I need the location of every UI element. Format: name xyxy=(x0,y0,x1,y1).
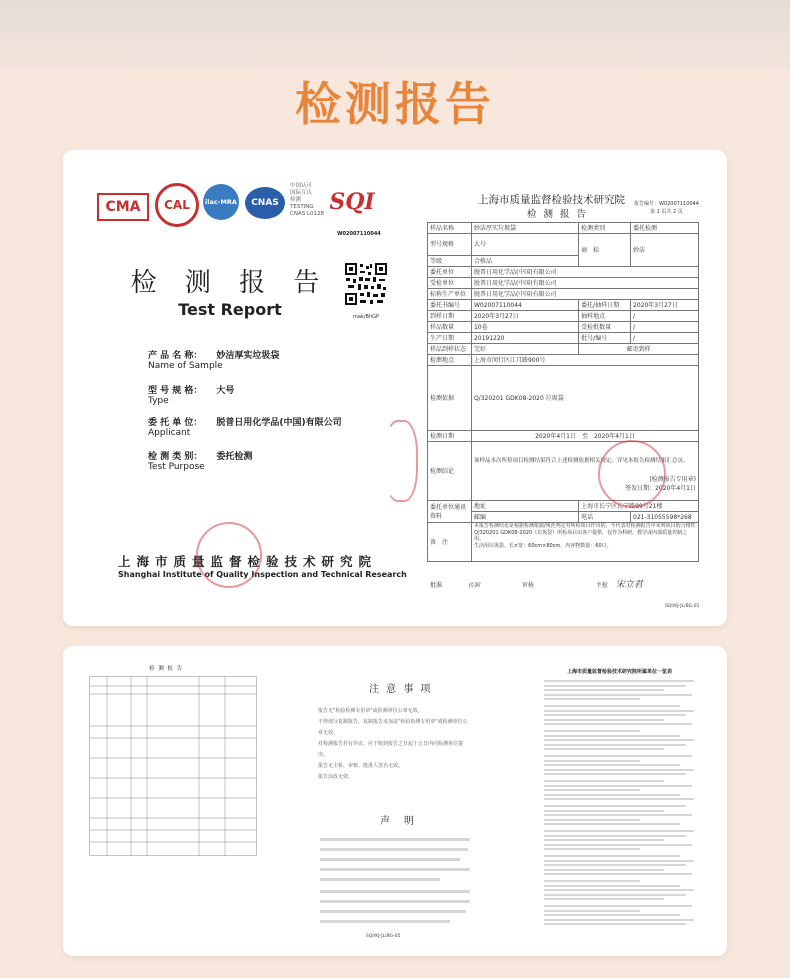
table-row: 型号规格 大号 商 标 妙洁 xyxy=(428,234,699,256)
report-page-count: 第 1 页共 2 页 xyxy=(650,209,683,215)
units-title: 上海市质量监督检验技术研究院所属单位一览表 xyxy=(567,669,673,675)
text-line xyxy=(544,748,664,750)
text-line xyxy=(544,694,692,696)
text-line xyxy=(544,744,686,746)
table-row: 检测日期 2020年4月1日 至 2020年4月1日 xyxy=(428,431,699,442)
text-line xyxy=(544,735,680,737)
text-line xyxy=(544,844,692,846)
text-line xyxy=(544,835,686,837)
qr-caption: mak/BhGP xyxy=(353,314,380,320)
text-line xyxy=(544,830,694,832)
text-line xyxy=(544,805,686,807)
text-line xyxy=(544,810,664,812)
cover-report-number: W02007110044 xyxy=(337,231,381,237)
text-line xyxy=(544,889,694,891)
report-signatures: 批准 仇颖 审核 主检 宋立君 xyxy=(430,580,643,590)
cover-institute-cn: 上海市质量监督检验技术研究院 xyxy=(118,554,378,569)
table-row: 样品名称 妙洁厚实垃圾袋 检测类别 委托检测 xyxy=(428,223,699,234)
text-line xyxy=(544,739,694,741)
text-line xyxy=(544,914,680,916)
cover-red-seal xyxy=(196,522,262,588)
text-line xyxy=(544,714,686,716)
text-line xyxy=(544,864,686,866)
notice-title: 注 意 事 项 xyxy=(369,684,433,695)
notice-list: 报告无"检验检测专用章"或检测单位公章无效。 不得部分复制报告，复制报告未加盖"检验检测专用章"或检测单位公章无效。 对检测报告若有异议，应于收到报告之日起十五日内向检测单位提出。 报告无主检、审核、批准人签名无效。 报告涂改无效。 xyxy=(318,708,468,780)
text-line xyxy=(544,873,692,875)
text-line xyxy=(544,794,680,796)
text-line xyxy=(544,769,694,771)
table-row: 到样日期 2020年3月27日 抽样地点 / xyxy=(428,311,699,322)
table-row: 检测地点 上海市闵行区江月路900号 xyxy=(428,355,699,366)
report-institute: 上海市质量监督检验技术研究院 xyxy=(478,194,625,206)
statement-title: 声 明 xyxy=(380,816,416,827)
qr-code xyxy=(344,262,388,306)
text-line xyxy=(544,789,640,791)
text-line xyxy=(544,698,640,700)
text-line xyxy=(544,689,664,691)
text-line xyxy=(544,880,640,882)
cma-logo: CMA xyxy=(97,193,149,221)
report-footer-code: SQI/KJ-JL/BG-01 xyxy=(665,604,700,609)
text-line xyxy=(544,798,694,800)
text-line xyxy=(544,705,680,707)
cover-subtitle: Test Report xyxy=(178,300,282,319)
text-line xyxy=(544,848,640,850)
text-line xyxy=(544,730,640,732)
cover-title: 检 测 报 告 xyxy=(130,268,330,298)
text-line xyxy=(544,905,692,907)
table-row: 生产日期 20191220 批号/编号 / xyxy=(428,333,699,344)
table-row: 样品数量 10卷 受检批数量 / xyxy=(428,322,699,333)
text-line xyxy=(544,898,664,900)
text-line xyxy=(544,773,686,775)
field-applicant: 委 托 单 位： 脱普日用化学品(中国)有限公司 Applicant xyxy=(148,418,342,438)
text-line xyxy=(544,923,686,925)
table-row: 标称生产单位 脱普日用化学品(中国)有限公司 xyxy=(428,289,699,300)
cal-logo: CAL xyxy=(155,183,199,227)
text-line xyxy=(544,710,694,712)
table-row: 样品到样状态 完好 邮寄到样 xyxy=(428,344,699,355)
bottom-page2-footer: SQI/KJ-JL/BG-05 xyxy=(366,934,401,939)
table-row: 检测依据 Q/320201 GDK08-2020 垃圾袋 xyxy=(428,366,699,431)
text-line xyxy=(544,823,680,825)
cover-edge-seal xyxy=(384,420,418,502)
text-line xyxy=(544,869,664,871)
ilac-mra-logo: ilac-MRA xyxy=(203,184,239,220)
bottom-page1-title: 检 测 报 告 xyxy=(149,666,184,672)
text-line xyxy=(544,685,686,687)
text-line xyxy=(544,780,664,782)
table-row: 邮编 电话 021-31055598*268 xyxy=(428,512,699,523)
results-table-graphic xyxy=(89,676,257,856)
table-row: 备 注 本报告检测结论是根据检测依据/规范判定对所检项目作出的，不代表对检测报告中未列项目的合格性 Q/320201 GDK08-2020《垃圾袋》所检项目由客户提供，仅作为科研、教学或内部质量控制之用。 生活用垃圾袋、长×宽：60cm×80cm，内容物数量：60只。 xyxy=(428,523,699,562)
report-red-seal xyxy=(598,440,666,508)
field-test-purpose: 检 测 类 别： 委托检测 Test Purpose xyxy=(148,452,253,472)
text-line xyxy=(544,919,694,921)
text-line xyxy=(544,760,640,762)
field-type: 型 号 规 格： 大号 Type xyxy=(148,386,235,406)
table-row: 受检单位 脱普日用化学品(中国)有限公司 xyxy=(428,278,699,289)
table-row: 委托书编号 W02007110044 委托/抽样日期 2020年3月27日 xyxy=(428,300,699,311)
table-row: 委托单位 脱普日用化学品(中国)有限公司 xyxy=(428,267,699,278)
page-heading: 检测报告 xyxy=(295,77,495,131)
text-line xyxy=(544,894,686,896)
text-line xyxy=(544,855,680,857)
text-line xyxy=(544,680,694,682)
text-line xyxy=(544,785,692,787)
text-line xyxy=(544,814,692,816)
table-row: 检测结论 该样品本次所检项目检测结果符合上述检测依据相关规定。详见本报告检测结果汇总页。 (检测报告专用章) 签发日期：2020年4月1日 xyxy=(428,442,699,501)
top-background-band xyxy=(0,0,790,70)
report-number: 报告编号：W02007110044 xyxy=(634,201,699,207)
cnas-accreditation-text: 中国认可 国际互认 检测 TESTING CNAS L0128 xyxy=(290,183,325,217)
text-line xyxy=(544,819,640,821)
text-line xyxy=(544,719,664,721)
text-line xyxy=(544,910,640,912)
text-line xyxy=(544,885,680,887)
report-title: 检 测 报 告 xyxy=(527,209,589,220)
text-line xyxy=(544,764,680,766)
table-row: 委托单位通讯资料 地址 上海市长宁区长宁路99号21楼 xyxy=(428,501,699,512)
sqi-logo: SQI xyxy=(329,189,375,215)
report-info-table xyxy=(427,222,699,562)
text-line xyxy=(544,860,694,862)
field-sample-name: 产 品 名 称： 妙洁厚实垃圾袋 Name of Sample xyxy=(148,351,280,371)
cnas-logo: CNAS xyxy=(245,187,285,219)
text-line xyxy=(544,839,664,841)
table-row: 等级 合格品 xyxy=(428,256,699,267)
text-line xyxy=(544,723,692,725)
cover-institute-en: Shanghai Institute of Quality Inspection and Technical Research xyxy=(118,570,407,579)
text-line xyxy=(544,755,692,757)
